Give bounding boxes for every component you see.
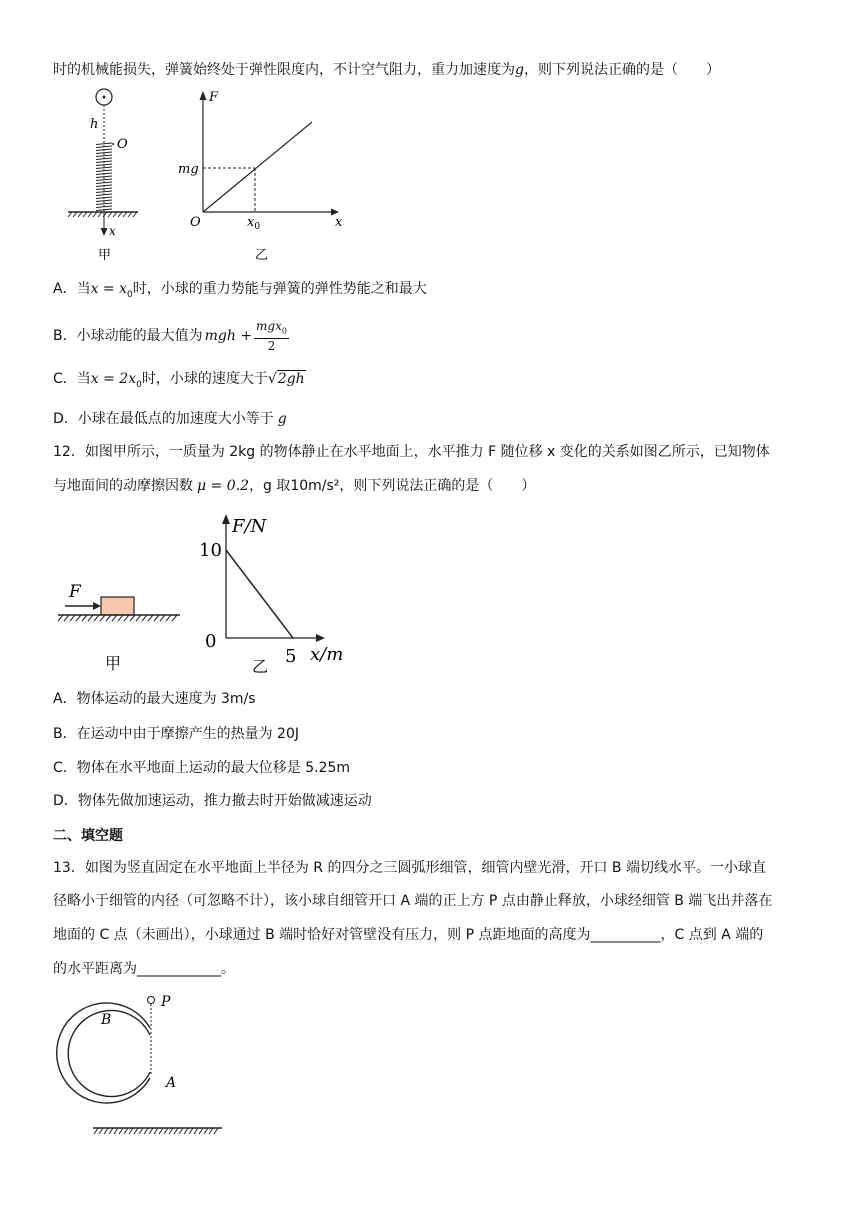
- option-c-prefix: C．当: [53, 371, 91, 387]
- q12-option-d[interactable]: D．物体先做加速运动，推力撤去时开始做减速运动: [53, 793, 372, 809]
- label-origin: O: [190, 215, 201, 230]
- q12-figure-block: [55, 575, 185, 675]
- label-mg: mg: [178, 162, 199, 177]
- q12-option-c[interactable]: C．物体在水平地面上运动的最大位移是 5.25m: [53, 760, 351, 776]
- label-h: h: [90, 117, 99, 132]
- option-b-fraction: $\frac{mgx_0}{2}$: [256, 318, 287, 354]
- q12-option-b[interactable]: B．在运动中由于摩擦产生的热量为 20J: [53, 726, 299, 742]
- axis-label-f: F: [209, 90, 219, 105]
- q11-figure-graph: [175, 85, 350, 265]
- q13-figure-tube: [50, 990, 230, 1140]
- axis-label-fn: F/N: [232, 516, 267, 537]
- q11-option-a[interactable]: [53, 279, 427, 305]
- q13-stem-line1: 13．如图为竖直固定在水平地面上半径为 R 的四分之三圆弧形细管，细管内壁光滑，开口 B 端切线水平。一小球直: [53, 860, 766, 876]
- g-value: 10m/s²: [290, 478, 340, 494]
- caption-yi-12: 乙: [252, 657, 269, 676]
- q11-stem-end: ，则下列说法正确的是（ ）: [523, 62, 720, 78]
- tick-origin: 0: [205, 631, 217, 652]
- option-b-prefix: B．小球动能的最大值为: [53, 328, 203, 344]
- axis-label-xm: x/m: [310, 644, 344, 665]
- label-x0: $x_0$: [247, 215, 261, 232]
- option-d-prefix: D．小球在最低点的加速度大小等于: [53, 411, 274, 427]
- caption-jia-12: 甲: [105, 654, 122, 673]
- label-a: A: [166, 1075, 177, 1091]
- option-c-sqrt: √2gh: [267, 371, 305, 387]
- option-b-math: mgh +: [204, 328, 253, 344]
- q11-option-c[interactable]: [53, 369, 306, 395]
- mu-value: μ = 0.2: [197, 478, 249, 494]
- q12-option-a[interactable]: A．物体运动的最大速度为 3m/s: [53, 691, 256, 707]
- option-a-text: 时，小球的重力势能与弹簧的弹性势能之和最大: [132, 281, 427, 297]
- q12-figure-graph: [195, 510, 365, 678]
- tick-5: 5: [285, 646, 297, 667]
- q11-stem-text: 时的机械能损失，弹簧始终处于弹性限度内，不计空气阻力，重力加速度为: [53, 62, 515, 78]
- tick-10: 10: [199, 540, 222, 561]
- section-heading: 二、填空题: [53, 828, 123, 844]
- q11-stem: [53, 60, 720, 80]
- option-d-math: g: [277, 411, 287, 427]
- q12-stem-line1: 12．如图甲所示，一质量为 2kg 的物体静止在水平地面上，水平推力 F 随位移 x 变化的关系如图乙所示，已知物体: [53, 444, 770, 460]
- q13-stem-line3: 地面的 C 点（未画出），小球通过 B 端时恰好对管壁没有压力，则 P 点距地面的高度为__________，C 点到 A 端的: [53, 927, 764, 943]
- q11-figure-spring: [60, 85, 160, 265]
- label-force-f: F: [69, 582, 81, 602]
- block: [101, 597, 134, 615]
- option-c-math: x = 2x: [90, 371, 137, 387]
- label-x: x: [109, 224, 116, 238]
- label-p: P: [161, 994, 171, 1010]
- option-c-sub: 0: [136, 379, 142, 390]
- caption-yi: 乙: [255, 248, 269, 263]
- option-c-text: 时，小球的速度大于: [141, 371, 268, 387]
- label-o: O: [117, 137, 128, 152]
- q12-stem-line2: 与地面间的动摩擦因数 μ = 0.2，g 取10m/s²，则下列说法正确的是（ ）: [53, 478, 536, 494]
- option-a-sub: 0: [127, 289, 133, 300]
- q11-option-d[interactable]: [53, 409, 287, 429]
- option-a-math: x = x: [90, 281, 127, 297]
- spring-coils: [96, 143, 112, 211]
- q13-stem-line2: 径略小于细管的内径（可忽略不计），该小球自细管开口 A 端的正上方 P 点由静止释放，小球经细管 B 端飞出并落在: [53, 893, 773, 909]
- graph-line-12: [226, 550, 293, 638]
- graph-line: [203, 122, 312, 212]
- option-a-prefix: A．当: [53, 281, 91, 297]
- caption-jia: 甲: [98, 248, 112, 263]
- axis-label-x: x: [335, 215, 343, 230]
- q11-stem-g: g: [515, 62, 524, 78]
- label-b: B: [101, 1012, 112, 1028]
- q11-option-b[interactable]: [53, 320, 289, 352]
- q13-stem-line4: 的水平距离为____________。: [53, 961, 235, 977]
- point-p: [148, 997, 155, 1004]
